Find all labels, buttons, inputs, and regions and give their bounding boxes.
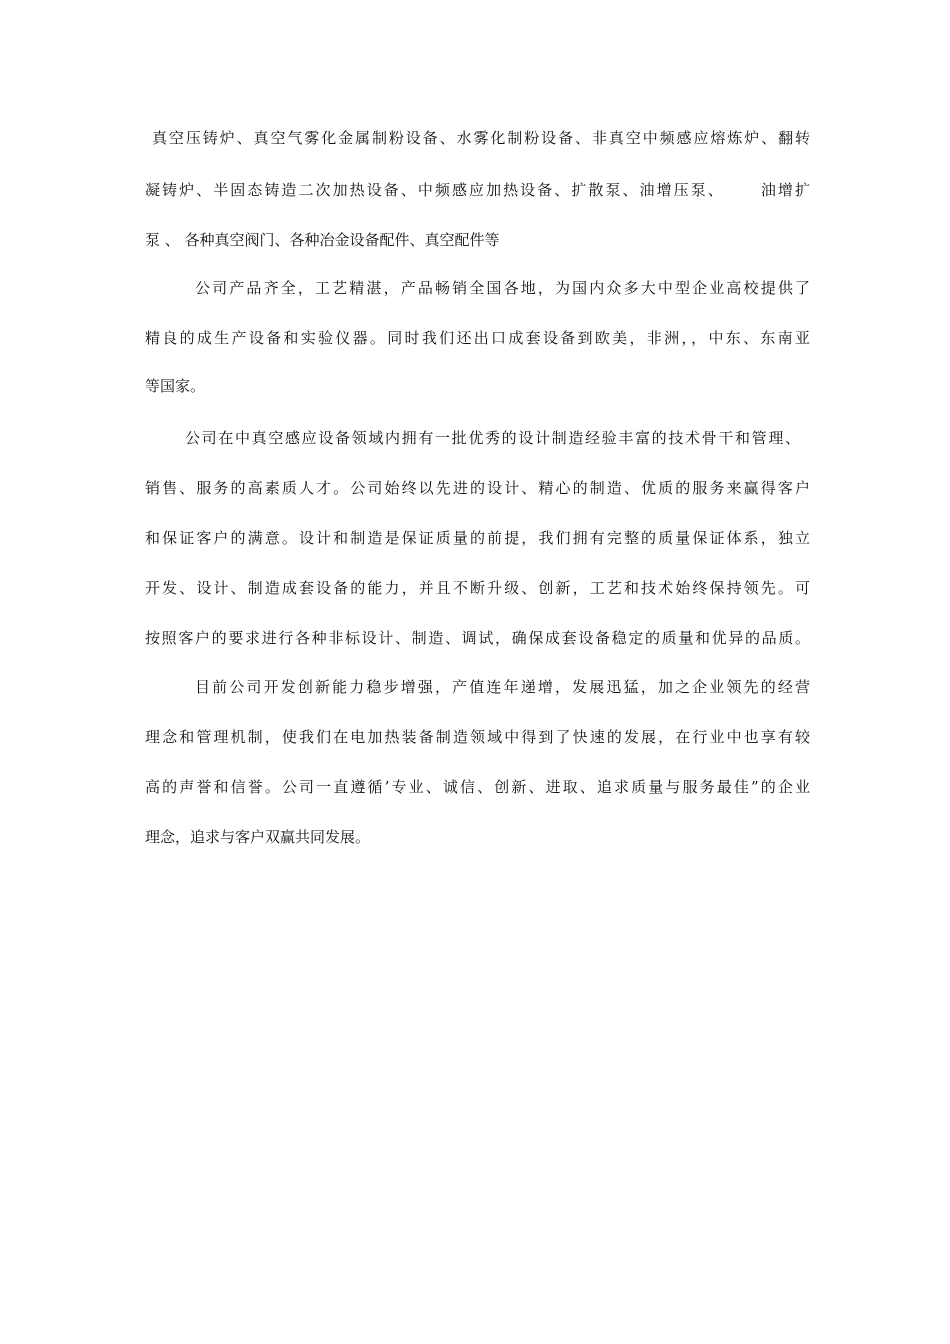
text-line: 高的声誉和信誉。公司一直遵循’专业、诚信、创新、进取、追求质量与服务最佳”的企业: [145, 778, 810, 796]
text-line: 等国家。: [145, 377, 206, 395]
text-line: [145, 180, 810, 200]
text-line: 理念和管理机制，使我们在电加热装备制造领域中得到了快速的发展，在行业中也享有较: [145, 728, 810, 746]
text-segment: 凝铸炉、半固态铸造二次加热设备、中频感应加热设备、扩散泵、油增压泵、: [145, 181, 725, 199]
text-line: 公司产品齐全，工艺精湛，产品畅销全国各地，为国内众多大中型企业高校提供了: [195, 279, 810, 297]
text-line: 真空压铸炉、真空气雾化金属制粉设备、水雾化制粉设备、非真空中频感应熔炼炉、翻转: [152, 129, 810, 147]
text-line: 公司在中真空感应设备领域内拥有一批优秀的设计制造经验丰富的技术骨干和管理、: [185, 429, 800, 447]
text-line: 目前公司开发创新能力稳步增强，产值连年递增，发展迅猛，加之企业领先的经营: [195, 678, 810, 696]
text-line: 和保证客户的满意。设计和制造是保证质量的前提，我们拥有完整的质量保证体系，独立: [145, 529, 810, 547]
text-segment: 油增扩: [758, 181, 810, 199]
text-line: 理念，追求与客户双赢共同发展。: [145, 828, 371, 846]
text-line: 泵 、 各种真空阀门、各种冶金设备配件、真空配件等: [145, 231, 500, 249]
text-line: 开发、设计、制造成套设备的能力，并且不断升级、创新，工艺和技术始终保持领先。可: [145, 579, 810, 597]
text-line: 销售、服务的高素质人才。公司始终以先进的设计、精心的制造、优质的服务来赢得客户: [145, 479, 810, 497]
text-line: 精良的成生产设备和实验仪器。同时我们还出口成套设备到欧美，非洲，，中东、东南亚: [145, 329, 810, 347]
text-line: 按照客户的要求进行各种非标设计、制造、调试，确保成套设备稳定的质量和优异的品质。: [145, 629, 810, 647]
